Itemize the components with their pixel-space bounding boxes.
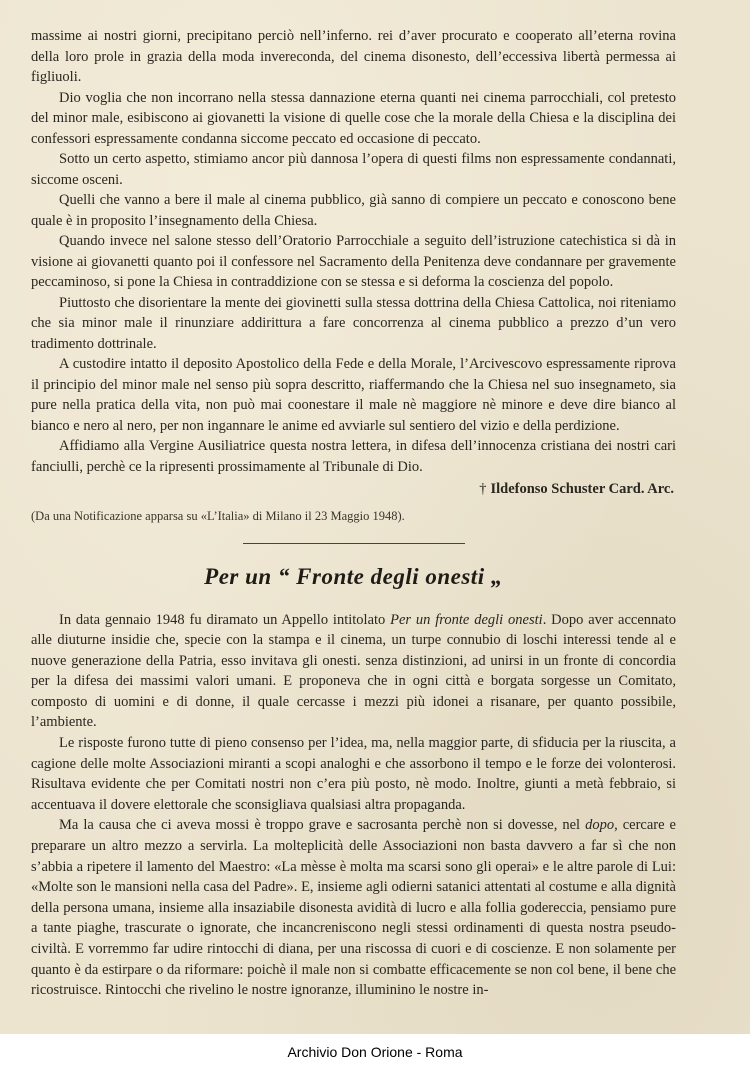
signature-name: Ildefonso Schuster Card. Arc.: [490, 481, 674, 497]
appeal-title: Per un fronte degli onesti: [390, 611, 543, 628]
letter-paragraph: Affidiamo alla Vergine Ausiliatrice questa nostra lettera, in difesa dell’innocenza cristiana dei nostri cari fanciulli, perchè ce la ripresenti prossimamente al Tribunale di Dio.: [31, 438, 676, 475]
letter-paragraph: Sotto un certo aspetto, stimiamo ancor più dannosa l’opera di questi films non espressamente condannati, siccome osceni.: [31, 151, 676, 188]
text-column: [31, 26, 676, 1001]
article-text: . Dopo aver accennato alle diuturne insidie che, specie con la stampa e il cinema, un turpe connubio di loschi interessi tende al e nuove generazione della Patria, esso invitava gli onesti. senza distinzioni, ad unirsi in un fronte di concordia per la difesa dei massimi valori umani. E proponeva che in ogni città e borgata sorgesse un Comitato, composto di uomini e di donne, il quale cercasse i mezzi più idonei a risanare, per quanto possibile, l’ambiente.: [31, 611, 676, 731]
letter-paragraph: A custodire intatto il deposito Apostolico della Fede e della Morale, l’Arcivescovo espressamente riprova il principio del minor male nel senso più sopra descritto, riaffermando che la Chiesa nel suo insegnameto, sia pure nella pratica della vita, non può mai coonestare il male nè maggiore nè minore e deve dire bianco al bianco e nero al nero, per non ingannare le anime ed avviarle sul sentiero del vizio e della perdizione.: [31, 356, 676, 434]
article-text: , cercare e preparare un altro mezzo a servirla. La molteplicità delle Associazioni non basta davvero a far sì che non s’abbia a ripetere il lamento del Maestro: «La mèsse è molta ma scarsi sono gli operai» e le altre parole di Lui: «Molte son le mansioni nella casa del Padre». E, insieme agli odierni satanici attentati al costume e alla dignità della persona umana, insieme alla insaziabile disonesta avidità di lucro e alla follia godereccia, pensiamo pure a tante piaghe, trascurate o ignorate, che incancreniscono negli stessi ordinamenti di questa nostra pseudo-civiltà. E vorremmo far udire rintocchi di diana, per una riscossa di cuori e di coscienze. E non solamente per quanto è da estirpare o da riformare: poichè il male non si combatte efficacemente se non col bene, il bene che ricostruisce. Rintocchi che rivelino le nostre ignoranze, illuminino le nostre in-: [31, 817, 676, 999]
letter-paragraph: Piuttosto che disorientare la mente dei giovinetti sulla stessa dottrina della Chiesa Cattolica, noi riteniamo che sia minor male il rinunziare addirittura a fare concorrenza al cinema pubblico a prezzo d’un vero tradimento dottrinale.: [31, 294, 676, 352]
article-title: Per un “ Fronte degli onesti „: [204, 563, 503, 589]
article-paragraph: Le risposte furono tutte di pieno consenso per l’idea, ma, nella maggior parte, di sfiducia per la riuscita, a cagione delle molte Associazioni miranti a scopi analoghi e che assorbono il tempo e le forze dei volonterosi. Risultava evidente che per Comitati nostri non c’era più posto, nè modo. Inoltre, giunti a metà febbraio, si accentuava il dovere elettorale che sconsigliava qualsiasi altra propaganda.: [31, 735, 676, 813]
letter-paragraph: Dio voglia che non incorrano nella stessa dannazione eterna quanti nei cinema parrocchiali, col pretesto del minor male, esibiscono ai giovanetti la visione di quelle cose che la morale della Chiesa e la disciplina dei confessori espressamente condanna siccome peccato ed occasione di peccato.: [31, 89, 676, 147]
letter-paragraph: Quando invece nel salone stesso dell’Oratorio Parrocchiale a seguito dell’istruzione catechistica si dà in visione ai giovanetti quanto poi il confessore nel Sacramento della Penitenza deve condannare per gravemente peccaminoso, si pone la Chiesa in contraddizione con se stessa e si deforma la coscienza del popolo.: [31, 233, 676, 290]
article-body: [31, 610, 676, 1001]
letter-paragraph: massime ai nostri giorni, precipitano perciò nell’inferno. rei d’aver procurato e cooperato all’eterna rovina della loro prole in grazia della moda invereconda, del cinema disonesto, dell’eccessiva libertà permessa ai figliuoli.: [31, 28, 676, 85]
cross-icon: †: [479, 481, 487, 497]
archive-footer: Archivio Don Orione - Roma: [287, 1044, 463, 1060]
source-note: (Da una Notificazione apparsa su «L’Italia» di Milano il 23 Maggio 1948).: [31, 508, 405, 523]
italic-word: dopo: [585, 817, 615, 834]
signature: [31, 479, 676, 500]
article-text: In data gennaio 1948 fu diramato un Appello intitolato: [59, 611, 391, 628]
article-paragraph: [31, 815, 676, 1000]
section-divider: [243, 543, 465, 544]
letter-paragraph: Quelli che vanno a bere il male al cinema pubblico, già sanno di compiere un peccato e conoscono bene quale è in proposito l’insegnamento della Chiesa.: [31, 192, 676, 229]
letter-section: [31, 26, 676, 525]
article-paragraph: [31, 610, 676, 734]
article-text: Ma la causa che ci aveva mossi è troppo grave e sacrosanta perchè non si dovesse, nel: [59, 817, 586, 834]
